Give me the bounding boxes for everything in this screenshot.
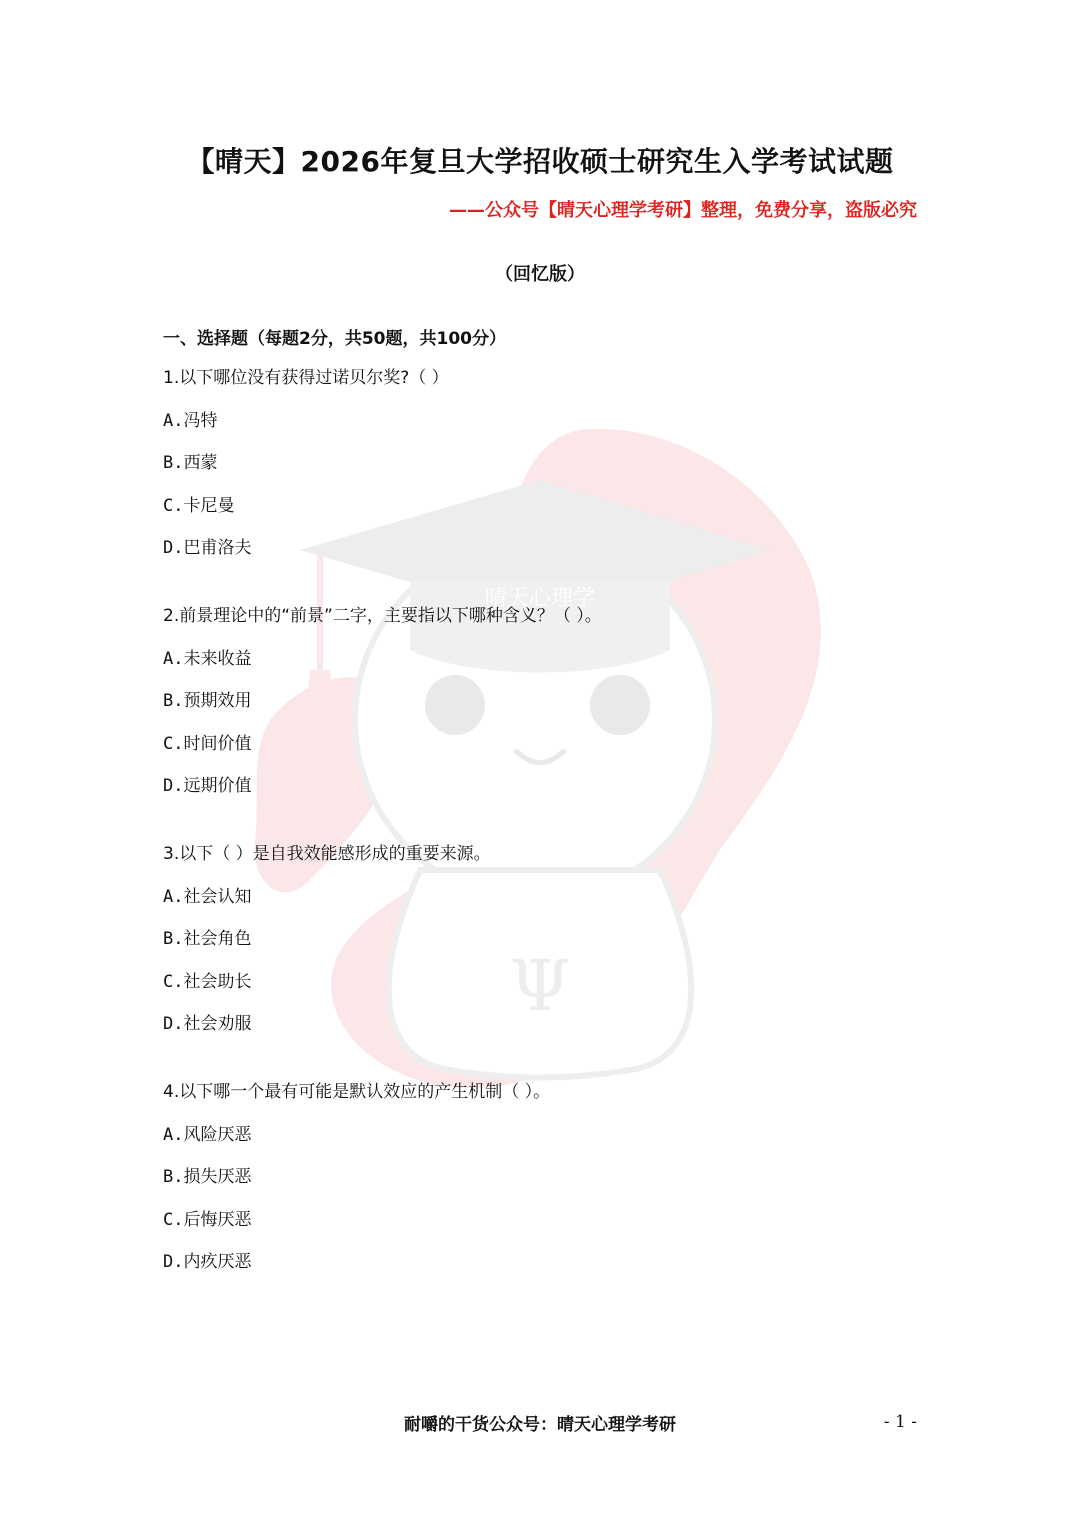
option-d: D.内疚厌恶 — [163, 1252, 252, 1272]
option-c: C.社会助长 — [163, 971, 252, 992]
page-footer: 耐嚼的干货公众号：晴天心理学考研 — [404, 1415, 676, 1435]
option-a: A.冯特 — [163, 410, 218, 431]
question-2 — [163, 603, 923, 799]
document-title: 【晴天】2026年复旦大学招收硕士研究生入学考试试题 — [186, 145, 894, 178]
option-b: B.预期效用 — [163, 691, 252, 711]
page-number: - 1 - — [883, 1412, 917, 1432]
question-stem: 3.以下（ ）是自我效能感形成的重要来源。 — [163, 844, 491, 864]
watermark-psi-symbol: Ψ — [509, 945, 571, 1027]
question-4 — [163, 1079, 923, 1275]
option-a: A.社会认知 — [163, 886, 252, 907]
question-3 — [163, 841, 923, 1037]
section-heading: 一、选择题（每题2分，共50题，共100分） — [163, 329, 506, 349]
option-d: D.远期价值 — [163, 776, 252, 796]
option-c: C.后悔厌恶 — [163, 1209, 252, 1230]
option-d: D.巴甫洛夫 — [163, 538, 252, 558]
option-c: C.卡尼曼 — [163, 495, 235, 516]
option-d: D.社会劝服 — [163, 1014, 252, 1034]
option-c: C.时间价值 — [163, 733, 252, 754]
watermark-mascot-text: 晴天心理学 — [484, 586, 596, 611]
question-list — [163, 365, 923, 1317]
option-b: B.社会角色 — [163, 929, 252, 949]
option-a: A.风险厌恶 — [163, 1124, 252, 1145]
question-stem: 1.以下哪位没有获得过诺贝尔奖?（ ） — [163, 368, 449, 388]
option-b: B.西蒙 — [163, 453, 218, 473]
edition-label: （回忆版） — [495, 264, 585, 285]
question-1 — [163, 365, 923, 561]
question-stem: 4.以下哪一个最有可能是默认效应的产生机制（ ）。 — [163, 1082, 551, 1102]
question-stem: 2.前景理论中的“前景”二字，主要指以下哪种含义？（ ）。 — [163, 606, 602, 626]
option-b: B.损失厌恶 — [163, 1167, 252, 1187]
document-subtitle: ——公众号【晴天心理学考研】整理，免费分享，盗版必究 — [449, 200, 917, 221]
option-a: A.未来收益 — [163, 648, 252, 669]
